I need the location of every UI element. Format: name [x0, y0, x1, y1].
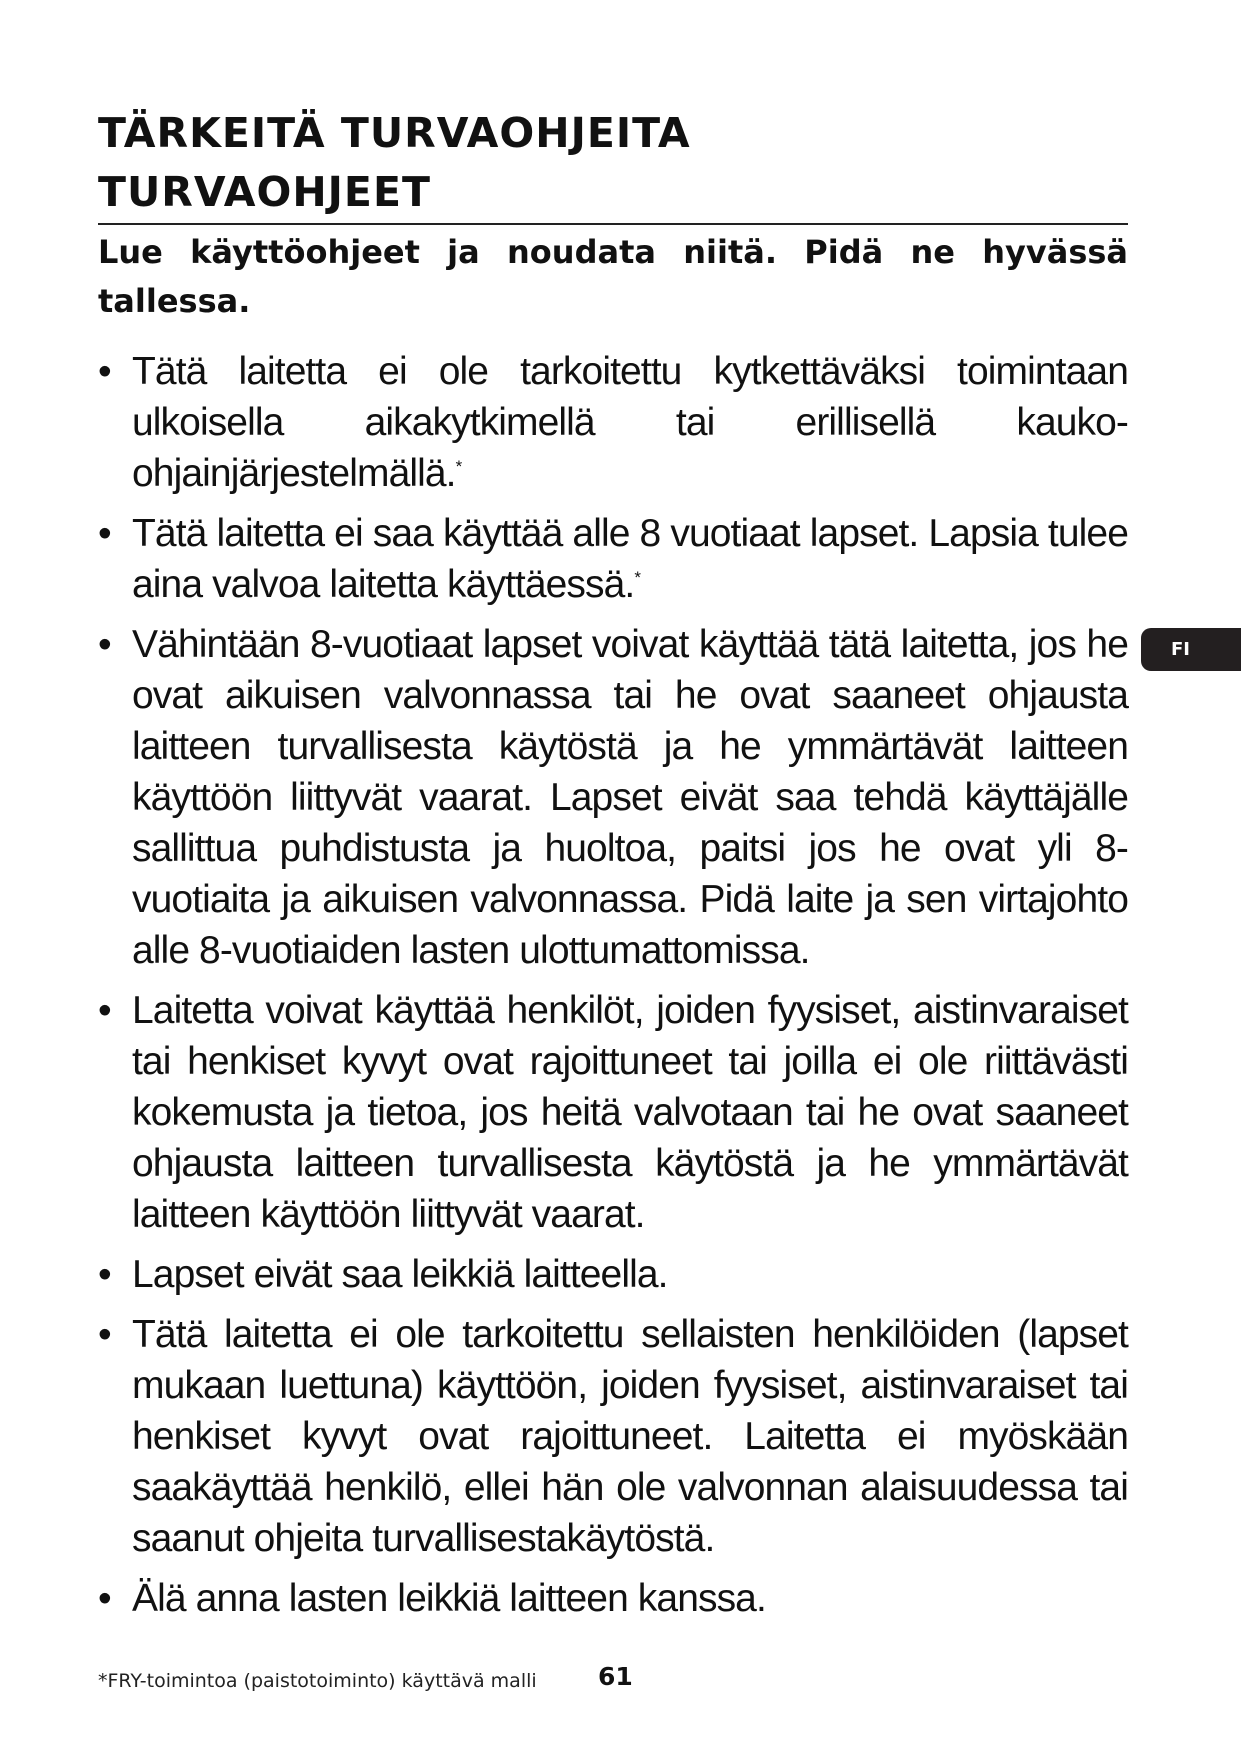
bullet-icon: • — [98, 989, 111, 1032]
list-item — [98, 619, 1128, 976]
heading-divider — [98, 223, 1128, 225]
bullet-icon: • — [98, 1577, 111, 1620]
list-item-text: Tätä laitetta ei ole tarkoitettu kytkettäväksi toimintaan ulkoisella aikakytkimellä tai erillisellä kauko-ohjainjärjestelmällä. — [132, 350, 1128, 495]
list-item-text: Laitetta voivat käyttää henkilöt, joiden fyysiset, aistinvaraiset tai henkiset kyvyt ovat rajoittuneet tai joilla ei ole riittävästi kokemusta ja tietoa, jos heitä valvotaan tai he ovat saaneet ohjausta laitteen turvallisesta käytöstä ja he ymmärtävät laitteen käyttöön liittyvät vaarat. — [132, 989, 1128, 1236]
footnote-marker: * — [634, 568, 641, 587]
list-item — [98, 1249, 1128, 1300]
list-item — [98, 1309, 1128, 1564]
bullet-icon: • — [98, 512, 111, 555]
language-tab: FI — [1141, 628, 1241, 671]
list-item-text: Tätä laitetta ei ole tarkoitettu sellaisten henkilöiden (lapset mukaan luettuna) käyttöön, joiden fyysiset, aistinvaraiset tai henkiset kyvyt ovat rajoittuneet. Laitetta ei myöskään saakäyttää henkilö, ellei hän ole valvonnan alaisuudessa tai saanut ohjeita turvallisestakäytöstä. — [132, 1313, 1128, 1560]
safety-instructions-list — [98, 346, 1128, 1633]
list-item — [98, 1573, 1128, 1624]
section-title: TURVAOHJEET — [98, 168, 431, 216]
list-item — [98, 985, 1128, 1240]
list-item-text: Tätä laitetta ei saa käyttää alle 8 vuotiaat lapset. Lapsia tulee aina valvoa laitetta käyttäessä. — [132, 512, 1128, 606]
bullet-icon: • — [98, 1253, 111, 1296]
list-item — [98, 346, 1128, 499]
page-number: 61 — [598, 1662, 633, 1691]
footnote-marker: * — [455, 457, 462, 476]
page-title: TÄRKEITÄ TURVAOHJEITA — [98, 109, 691, 157]
list-item-text: Älä anna lasten leikkiä laitteen kanssa. — [132, 1577, 766, 1620]
intro-text: Lue käyttöohjeet ja noudata niitä. Pidä ne hyvässä tallessa. — [98, 233, 1128, 320]
bullet-icon: • — [98, 623, 111, 666]
bullet-icon: • — [98, 350, 111, 393]
list-item — [98, 508, 1128, 610]
footnote: *FRY-toimintoa (paistotoiminto) käyttävä malli — [98, 1670, 537, 1692]
list-item-text: Vähintään 8-vuotiaat lapset voivat käyttää tätä laitetta, jos he ovat aikuisen valvonnassa tai he ovat saaneet ohjausta laitteen turvallisesta käytöstä ja he ymmärtävät laitteen käyttöön liittyvät vaarat. Lapset eivät saa tehdä käyttäjälle sallittua puhdistusta ja huoltoa, paitsi jos he ovat yli 8-vuotiaita ja aikuisen valvonnassa. Pidä laite ja sen virtajohto alle 8-vuotiaiden lasten ulottumattomissa. — [132, 623, 1128, 972]
bullet-icon: • — [98, 1313, 111, 1356]
list-item-text: Lapset eivät saa leikkiä laitteella. — [132, 1253, 668, 1296]
